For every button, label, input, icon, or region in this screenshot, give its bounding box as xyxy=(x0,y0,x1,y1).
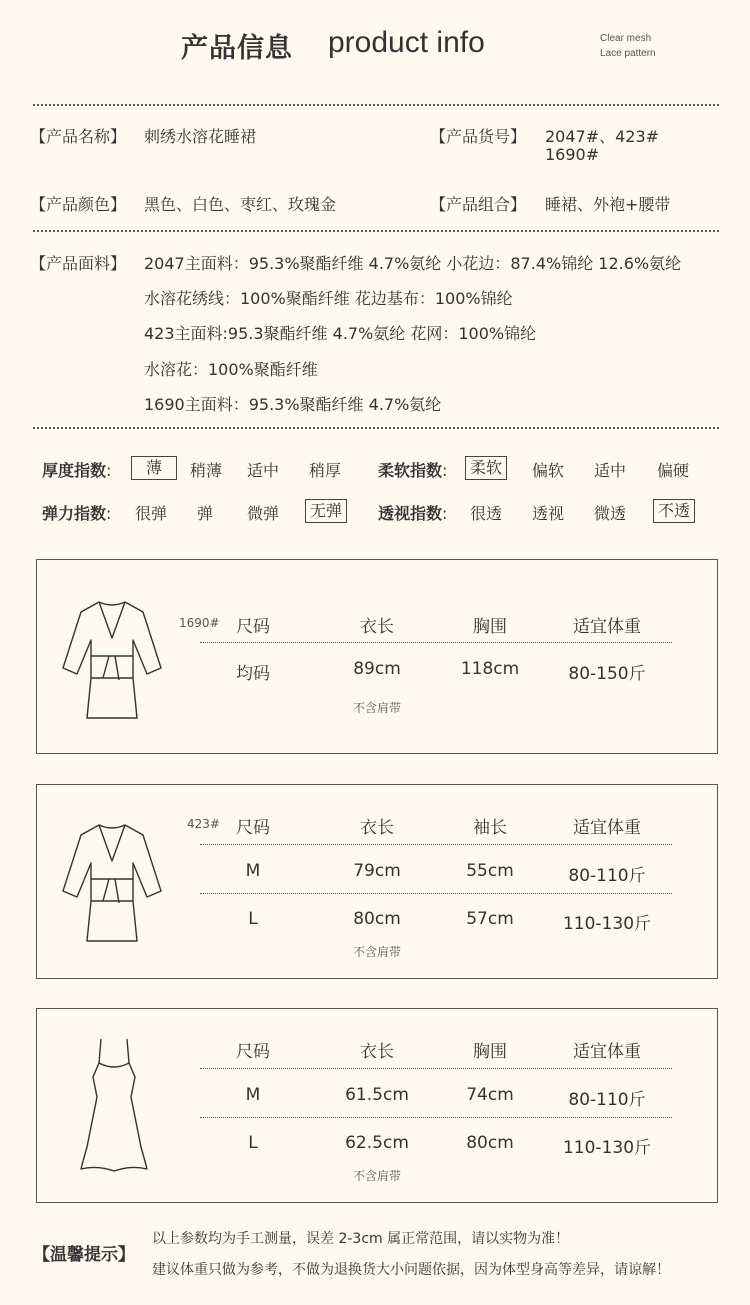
table-header: 适宜体重 xyxy=(573,1042,641,1062)
table-note: 不含肩带 xyxy=(352,945,402,959)
size-table-423 xyxy=(36,784,718,979)
table-cell: 110-130斤 xyxy=(562,914,652,934)
transparency-option-opaque: 不透 xyxy=(653,499,695,523)
softness-option: 偏软 xyxy=(532,461,565,480)
elasticity-option: 微弹 xyxy=(247,504,280,523)
transparency-option: 微透 xyxy=(594,504,627,523)
elasticity-option: 弹 xyxy=(197,504,214,523)
model-number: 1690# xyxy=(179,616,220,630)
transparency-index-label: 透视指数: xyxy=(378,504,448,523)
softness-option: 适中 xyxy=(594,461,627,480)
thickness-option-thin: 薄 xyxy=(131,456,177,480)
fabric-line: 1690主面料：95.3%聚酯纤维 4.7%氨纶 xyxy=(144,395,442,414)
table-note: 不含肩带 xyxy=(352,701,402,715)
product-combo-value: 睡裙、外袍+腰带 xyxy=(545,195,671,214)
fabric-line: 2047主面料：95.3%聚酯纤维 4.7%氨纶 小花边：87.4%锦纶 12.6%氨纶 xyxy=(144,254,682,273)
table-cell: 80cm xyxy=(466,1133,514,1153)
product-sku-value: 2047#、423# xyxy=(545,127,660,146)
tips-label: 【温馨提示】 xyxy=(33,1245,135,1265)
table-cell: 80cm xyxy=(353,909,401,929)
size-table-1690 xyxy=(36,559,718,754)
transparency-option: 透视 xyxy=(532,504,565,523)
divider xyxy=(33,427,719,429)
table-cell: M xyxy=(245,1085,261,1105)
thickness-option: 适中 xyxy=(247,461,280,480)
row-divider xyxy=(200,1117,672,1118)
page-title-zh: 产品信息 xyxy=(181,33,293,64)
table-cell: 80-150斤 xyxy=(568,664,646,684)
row-divider xyxy=(200,1068,672,1069)
table-cell: 79cm xyxy=(353,861,401,881)
table-header: 尺码 xyxy=(236,818,270,838)
table-note: 不含肩带 xyxy=(352,1169,402,1183)
table-header: 尺码 xyxy=(236,1042,270,1062)
table-header: 袖长 xyxy=(473,818,507,838)
row-divider xyxy=(200,893,672,894)
table-header: 衣长 xyxy=(360,818,394,838)
table-header: 胸围 xyxy=(473,617,507,637)
product-sku-value-2: 1690# xyxy=(545,145,600,164)
size-table-slip xyxy=(36,1008,718,1203)
thickness-option: 稍厚 xyxy=(309,461,342,480)
table-cell: 110-130斤 xyxy=(562,1138,652,1158)
table-cell: 62.5cm xyxy=(345,1133,409,1153)
table-header: 衣长 xyxy=(360,617,394,637)
product-combo-label: 【产品组合】 xyxy=(430,195,527,214)
table-cell: L xyxy=(248,1133,258,1153)
tips-line-1: 以上参数均为手工测量，误差 2-3cm 属正常范围，请以实物为准！ xyxy=(152,1231,570,1247)
softness-option-soft: 柔软 xyxy=(465,456,507,480)
page-title-en: product info xyxy=(328,26,485,59)
product-fabric-label: 【产品面料】 xyxy=(30,254,127,273)
model-number: 423# xyxy=(187,817,220,831)
table-cell: 89cm xyxy=(353,659,401,679)
divider xyxy=(33,230,719,232)
table-cell: 57cm xyxy=(466,909,514,929)
product-color-label: 【产品颜色】 xyxy=(30,195,127,214)
fabric-line: 水溶花绣线：100%聚酯纤维 花边基布：100%锦纶 xyxy=(144,289,513,308)
transparency-option: 很透 xyxy=(470,504,503,523)
robe-icon xyxy=(61,821,163,945)
table-cell: 80-110斤 xyxy=(568,1090,646,1110)
table-header: 尺码 xyxy=(236,617,270,637)
tips-line-2: 建议体重只做为参考，不做为退换货大小问题依据，因为体型身高等差异，请谅解！ xyxy=(152,1262,670,1278)
table-cell: 80-110斤 xyxy=(568,866,646,886)
slip-dress-icon xyxy=(79,1037,149,1173)
row-divider xyxy=(200,642,672,643)
product-color-value: 黑色、白色、枣红、玫瑰金 xyxy=(144,195,337,214)
table-cell: 118cm xyxy=(460,659,520,679)
fabric-line: 423主面料:95.3聚酯纤维 4.7%氨纶 花网：100%锦纶 xyxy=(144,324,537,343)
table-cell: M xyxy=(245,861,261,881)
tag-line-1: Clear mesh xyxy=(600,33,652,44)
table-header: 胸围 xyxy=(473,1042,507,1062)
table-cell: 74cm xyxy=(466,1085,514,1105)
elasticity-option-none: 无弹 xyxy=(305,499,347,523)
table-header: 衣长 xyxy=(360,1042,394,1062)
tag-line-2: Lace pattern xyxy=(600,48,656,59)
product-name-value: 刺绣水溶花睡裙 xyxy=(144,127,257,146)
table-header: 适宜体重 xyxy=(573,617,641,637)
elasticity-index-label: 弹力指数: xyxy=(42,504,112,523)
product-sku-label: 【产品货号】 xyxy=(430,127,527,146)
thickness-option: 稍薄 xyxy=(190,461,223,480)
fabric-line: 水溶花：100%聚酯纤维 xyxy=(144,360,318,379)
robe-icon xyxy=(61,598,163,722)
table-cell: L xyxy=(248,909,258,929)
elasticity-option: 很弹 xyxy=(135,504,168,523)
thickness-index-label: 厚度指数: xyxy=(42,461,112,480)
table-cell: 61.5cm xyxy=(345,1085,409,1105)
product-name-label: 【产品名称】 xyxy=(30,127,127,146)
row-divider xyxy=(200,844,672,845)
softness-option: 偏硬 xyxy=(657,461,690,480)
divider xyxy=(33,104,719,106)
softness-index-label: 柔软指数: xyxy=(378,461,448,480)
table-header: 适宜体重 xyxy=(573,818,641,838)
table-cell: 均码 xyxy=(236,664,270,684)
table-cell: 55cm xyxy=(466,861,514,881)
